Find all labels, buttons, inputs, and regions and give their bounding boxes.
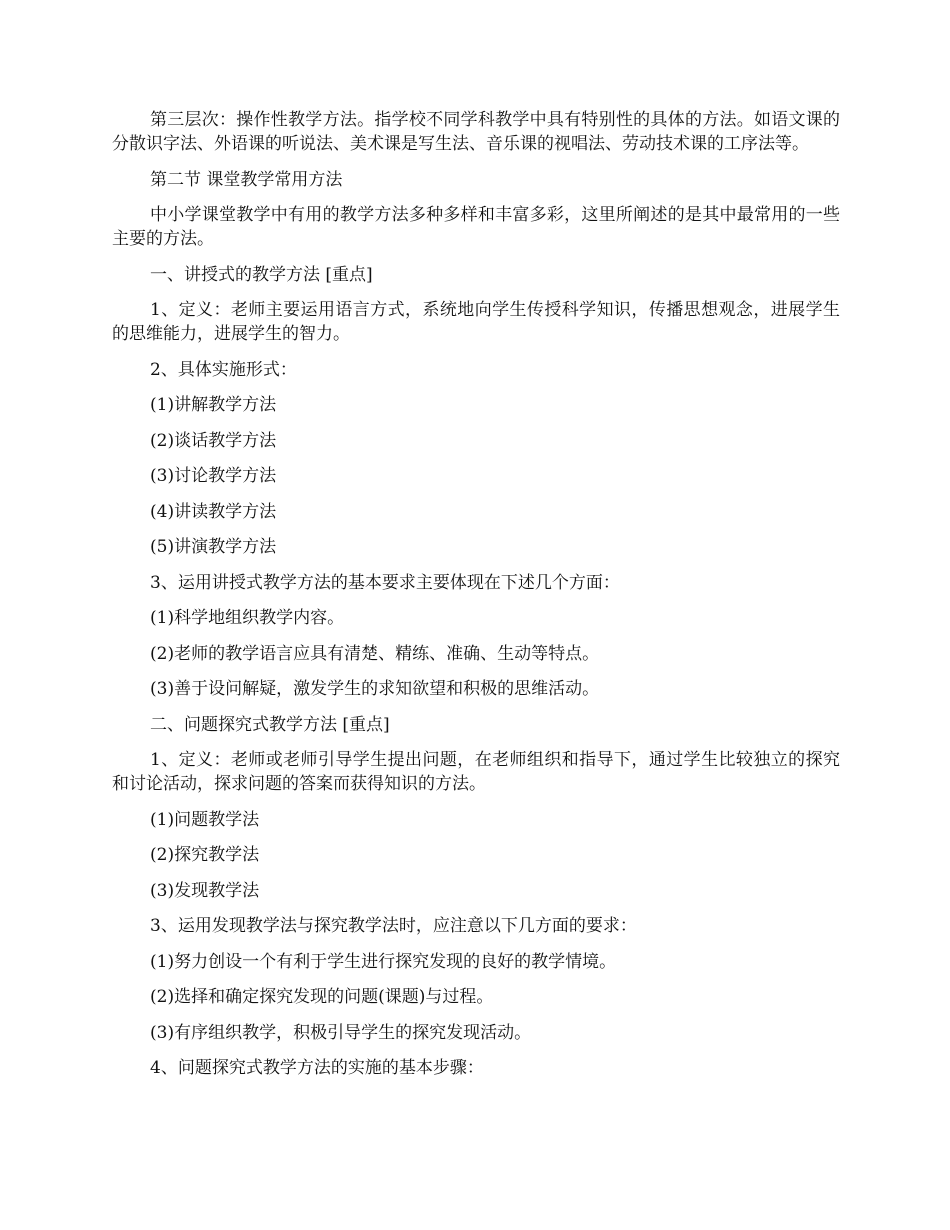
list-item-inquiry-teaching: (2)探究教学法 — [150, 845, 260, 865]
list-item-questioning: (3)善于设问解疑，激发学生的求知欲望和积极的思维活动。 — [150, 679, 600, 699]
list-item-speech-method: (5)讲演教学方法 — [150, 537, 277, 557]
list-item-explanation-method: (1)讲解教学方法 — [150, 395, 277, 415]
paragraph-inquiry-definition: 1、定义：老师或老师引导学生提出问题，在老师组织和指导下，通过学生比较独立的探究和讨论活动，探求问题的答案而获得知识的方法。 — [112, 750, 840, 794]
list-heading-inquiry-requirements: 3、运用发现教学法与探究教学法时，应注意以下几方面的要求： — [150, 916, 637, 936]
list-item-organize-content: (1)科学地组织教学内容。 — [150, 608, 345, 628]
section-heading-common-methods: 第二节 课堂教学常用方法 — [150, 169, 343, 190]
heading-inquiry-method: 二、问题探究式教学方法 [重点] — [150, 714, 390, 735]
paragraph-lecture-definition: 1、定义：老师主要运用语言方式，系统地向学生传授科学知识，传播思想观念，进展学生的思维能力，进展学生的智力。 — [112, 300, 840, 344]
list-item-discussion-method: (3)讨论教学方法 — [150, 466, 277, 486]
paragraph-intro-common-methods: 中小学课堂教学中有用的教学方法多种多样和丰富多彩，这里所阐述的是其中最常用的一些主要的方法。 — [112, 205, 840, 249]
list-heading-implementation-steps: 4、问题探究式教学方法的实施的基本步骤： — [150, 1058, 484, 1078]
list-item-select-problem: (2)选择和确定探究发现的问题(课题)与过程。 — [150, 987, 494, 1007]
list-item-conversation-method: (2)谈话教学方法 — [150, 430, 277, 451]
document-body — [112, 108, 840, 1092]
list-item-reading-method: (4)讲读教学方法 — [150, 501, 277, 522]
heading-lecture-method: 一、讲授式的教学方法 [重点] — [150, 264, 373, 285]
list-item-discovery-teaching: (3)发现教学法 — [150, 880, 260, 901]
list-item-organize-teaching: (3)有序组织教学，积极引导学生的探究发现活动。 — [150, 1022, 532, 1043]
list-heading-lecture-requirements: 3、运用讲授式教学方法的基本要求主要体现在下述几个方面： — [150, 572, 620, 593]
list-item-teaching-language: (2)老师的教学语言应具有清楚、精练、准确、生动等特点。 — [150, 643, 600, 664]
list-item-problem-teaching: (1)问题教学法 — [150, 809, 260, 830]
list-item-create-situation: (1)努力创设一个有利于学生进行探究发现的良好的教学情境。 — [150, 951, 617, 972]
list-heading-implementation-forms: 2、具体实施形式： — [150, 359, 297, 380]
paragraph-level-three-methods: 第三层次：操作性教学方法。指学校不同学科教学中具有特别性的具体的方法。如语文课的分散识字法、外语课的听说法、美术课是写生法、音乐课的视唱法、劳动技术课的工序法等。 — [112, 110, 840, 154]
